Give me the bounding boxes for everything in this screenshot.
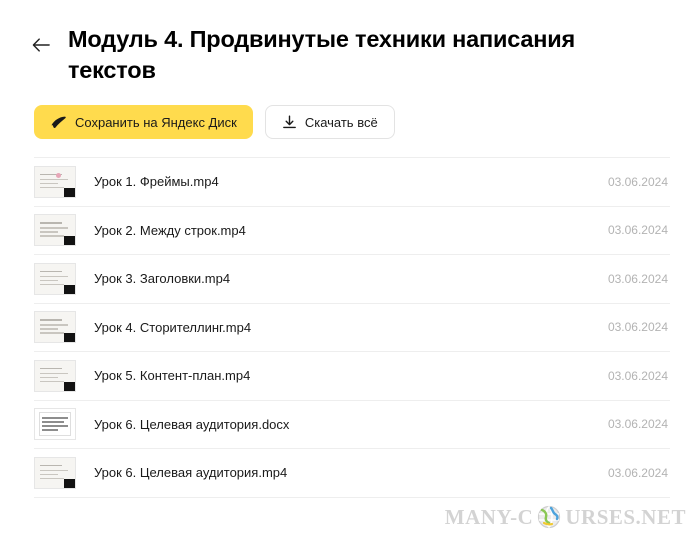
save-to-yandex-disk-label: Сохранить на Яндекс Диск — [75, 114, 237, 130]
file-list — [34, 157, 670, 498]
watermark-text-right: URSES.NET — [565, 504, 686, 529]
file-row[interactable] — [34, 449, 670, 498]
yandex-disk-icon — [50, 115, 67, 130]
page-header — [0, 0, 700, 85]
file-name: Урок 1. Фреймы.mp4 — [94, 174, 219, 190]
file-date: 03.06.2024 — [607, 320, 668, 335]
save-to-yandex-disk-button[interactable] — [34, 105, 253, 139]
file-name: Урок 3. Заголовки.mp4 — [94, 271, 231, 287]
file-row[interactable] — [34, 207, 670, 256]
download-icon — [282, 115, 297, 130]
file-date: 03.06.2024 — [607, 174, 668, 189]
video-thumbnail — [34, 263, 76, 295]
page-title: Модуль 4. Продвинутые техники написания текстов — [68, 26, 576, 83]
video-thumbnail — [34, 457, 76, 489]
back-button[interactable] — [26, 30, 56, 60]
arrow-left-icon — [32, 37, 50, 53]
watermark-text-left: MANY-C — [444, 504, 534, 529]
file-name: Урок 5. Контент-план.mp4 — [94, 368, 251, 384]
action-toolbar — [0, 85, 700, 139]
file-row[interactable] — [34, 158, 670, 207]
video-thumbnail — [34, 166, 76, 198]
video-thumbnail — [34, 214, 76, 246]
file-row[interactable] — [34, 304, 670, 353]
download-all-label: Скачать всё — [304, 114, 378, 130]
download-all-button[interactable] — [265, 105, 395, 139]
file-row[interactable] — [34, 255, 670, 304]
video-thumbnail — [34, 311, 76, 343]
file-name: Урок 2. Между строк.mp4 — [94, 222, 246, 238]
globe-icon — [536, 504, 562, 530]
file-date: 03.06.2024 — [607, 417, 668, 432]
file-name: Урок 6. Целевая аудитория.docx — [94, 416, 290, 432]
file-date: 03.06.2024 — [607, 271, 668, 286]
file-row[interactable] — [34, 401, 670, 450]
watermark — [445, 504, 686, 530]
file-row[interactable] — [34, 352, 670, 401]
file-name: Урок 6. Целевая аудитория.mp4 — [94, 465, 288, 481]
document-thumbnail — [34, 408, 76, 440]
file-date: 03.06.2024 — [607, 465, 668, 480]
file-date: 03.06.2024 — [607, 223, 668, 238]
video-thumbnail — [34, 360, 76, 392]
file-date: 03.06.2024 — [607, 368, 668, 383]
file-name: Урок 4. Сторителлинг.mp4 — [94, 319, 252, 335]
